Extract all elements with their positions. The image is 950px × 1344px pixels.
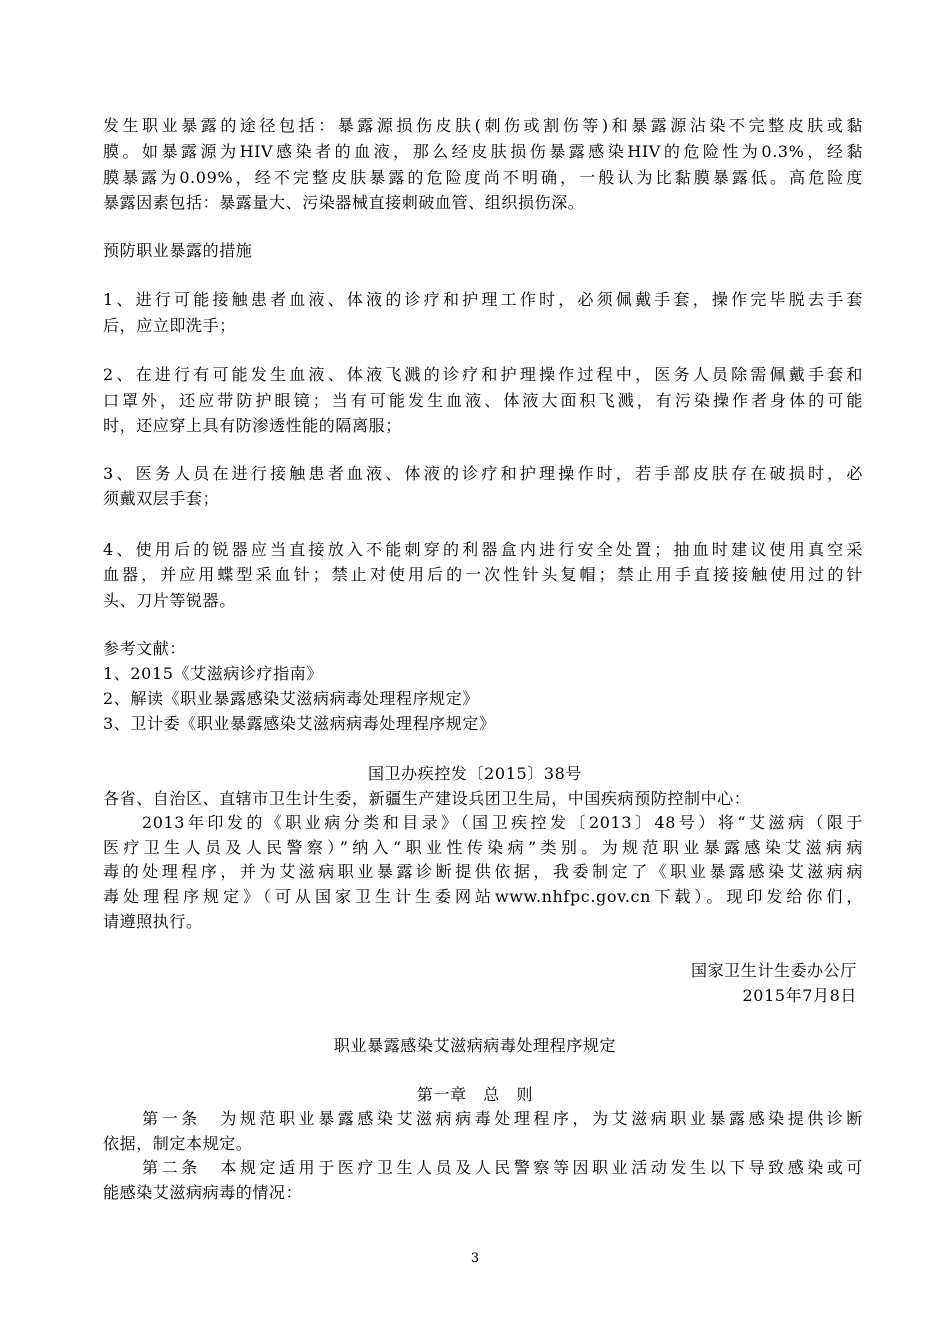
reference-item: 2、解读《职业暴露感染艾滋病病毒处理程序规定》 — [103, 689, 479, 708]
paragraph-line: 膜。如暴露源为HIV感染者的血液，那么经皮肤损伤暴露感染HIV的危险性为0.3%，经黏 — [103, 142, 863, 161]
measure-line: 血器，并应用蝶型采血针；禁止对使用后的一次性针头复帽；禁止用手直接接触使用过的针 — [103, 565, 863, 584]
section-heading: 预防职业暴露的措施 — [103, 241, 253, 260]
paragraph-line: 暴露因素包括：暴露量大、污染器械直接刺破血管、组织损伤深。 — [103, 193, 585, 212]
issue-date: 2015年7月8日 — [742, 986, 857, 1005]
article-line: 依据，制定本规定。 — [103, 1134, 253, 1153]
page-number: 3 — [470, 1251, 480, 1266]
addressee: 各省、自治区、直辖市卫生计生委，新疆生产建设兵团卫生局，中国疾病预防控制中心： — [103, 789, 751, 808]
measure-line: 4、使用后的锐器应当直接放入不能刺穿的利器盒内进行安全处置；抽血时建议使用真空采 — [103, 540, 863, 559]
issuer: 国家卫生计生委办公厅 — [690, 961, 857, 980]
references-title: 参考文献： — [103, 639, 187, 658]
notice-body-line: 医疗卫生人员及人民警察）”纳入“职业性传染病”类别。为规范职业暴露感染艾滋病病 — [103, 838, 863, 857]
measure-line: 1、进行可能接触患者血液、体液的诊疗和护理工作时，必须佩戴手套，操作完毕脱去手套 — [103, 290, 863, 309]
measure-line: 须戴双层手套； — [103, 489, 220, 508]
notice-body-line: 2013年印发的《职业病分类和目录》（国卫疾控发〔2013〕48号）将“艾滋病（限于 — [103, 813, 863, 832]
regulation-title: 职业暴露感染艾滋病病毒处理程序规定 — [333, 1036, 617, 1055]
measure-line: 2、在进行有可能发生血液、体液飞溅的诊疗和护理操作过程中，医务人员除需佩戴手套和 — [103, 365, 863, 384]
measure-line: 3、医务人员在进行接触患者血液、体液的诊疗和护理操作时，若手部皮肤存在破损时，必 — [103, 464, 863, 483]
notice-body-line: 毒处理程序规定》（可从国家卫生计生委网站www.nhfpc.gov.cn下载）。现印发给你们， — [103, 887, 863, 906]
measure-line: 口罩外，还应带防护眼镜；当有可能发生血液、体液大面积飞溅，有污染操作者身体的可能 — [103, 391, 863, 410]
article-line: 能感染艾滋病病毒的情况： — [103, 1183, 303, 1202]
document-number: 国卫办疾控发〔2015〕38号 — [367, 764, 583, 783]
notice-body-line: 毒的处理程序，并为艾滋病职业暴露诊断提供依据，我委制定了《职业暴露感染艾滋病病 — [103, 862, 863, 881]
article-line: 第二条 本规定适用于医疗卫生人员及人民警察等因职业活动发生以下导致感染或可 — [103, 1158, 863, 1177]
measure-line: 后，应立即洗手； — [103, 316, 236, 335]
article-line: 第一条 为规范职业暴露感染艾滋病病毒处理程序，为艾滋病职业暴露感染提供诊断 — [103, 1109, 863, 1128]
notice-body-line: 请遵照执行。 — [103, 912, 203, 931]
reference-item: 3、卫计委《职业暴露感染艾滋病病毒处理程序规定》 — [103, 714, 496, 733]
measure-line: 时，还应穿上具有防渗透性能的隔离服； — [103, 416, 402, 435]
reference-item: 1、2015《艾滋病诊疗指南》 — [103, 664, 323, 683]
chapter-title: 第一章 总 则 — [416, 1085, 534, 1104]
measure-line: 头、刀片等锐器。 — [103, 591, 236, 610]
paragraph-line: 膜暴露为0.09%，经不完整皮肤暴露的危险度尚不明确，一般认为比黏膜暴露低。高危险度 — [103, 168, 863, 187]
paragraph-line: 发生职业暴露的途径包括：暴露源损伤皮肤(刺伤或割伤等)和暴露源沾染不完整皮肤或黏 — [103, 116, 863, 135]
